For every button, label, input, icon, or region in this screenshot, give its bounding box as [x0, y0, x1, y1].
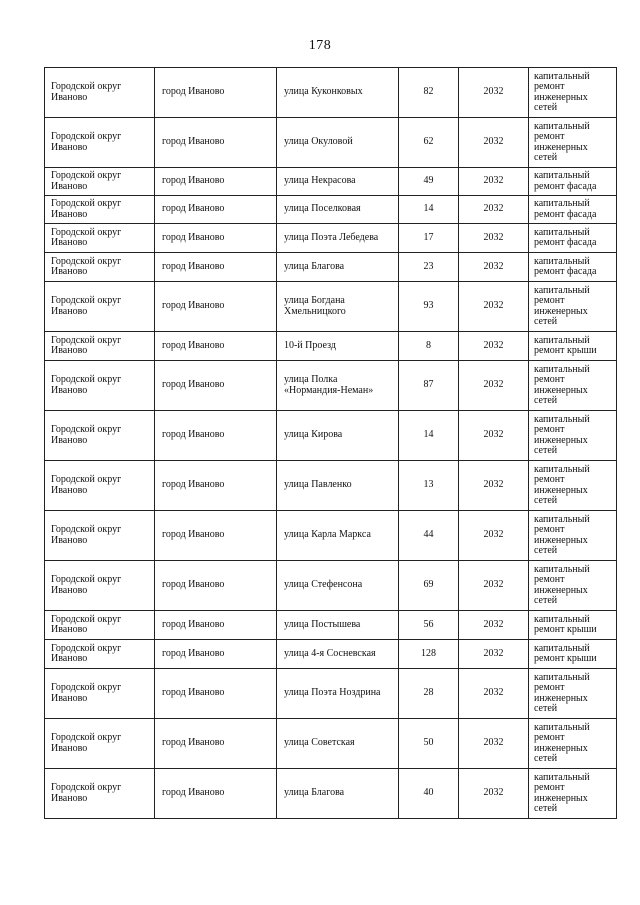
work-type-cell: капитальный ремонт фасада: [529, 224, 617, 253]
year-cell: 2032: [459, 68, 529, 118]
work-type-cell: капитальный ремонт инженерных сетей: [529, 561, 617, 611]
table-row: [45, 411, 617, 461]
street-cell: улица Некрасова: [277, 168, 399, 196]
year-cell: 2032: [459, 461, 529, 511]
district-cell: Городской округ Иваново: [45, 68, 155, 118]
year-cell: 2032: [459, 196, 529, 224]
street-cell: улица Окуловой: [277, 118, 399, 168]
house-number-cell: 8: [399, 332, 459, 361]
house-number-cell: 23: [399, 253, 459, 282]
house-number-cell: 40: [399, 769, 459, 819]
city-cell: город Иваново: [155, 611, 277, 640]
table-row: [45, 611, 617, 640]
house-number-cell: 56: [399, 611, 459, 640]
street-cell: улица Постышева: [277, 611, 399, 640]
district-cell: Городской округ Иваново: [45, 196, 155, 224]
district-cell: Городской округ Иваново: [45, 719, 155, 769]
district-cell: Городской округ Иваново: [45, 332, 155, 361]
year-cell: 2032: [459, 411, 529, 461]
city-cell: город Иваново: [155, 224, 277, 253]
district-cell: Городской округ Иваново: [45, 253, 155, 282]
year-cell: 2032: [459, 611, 529, 640]
city-cell: город Иваново: [155, 168, 277, 196]
street-cell: улица Куконковых: [277, 68, 399, 118]
city-cell: город Иваново: [155, 118, 277, 168]
work-type-cell: капитальный ремонт фасада: [529, 253, 617, 282]
house-number-cell: 49: [399, 168, 459, 196]
district-cell: Городской округ Иваново: [45, 118, 155, 168]
page-number: 178: [308, 38, 332, 53]
city-cell: город Иваново: [155, 669, 277, 719]
work-type-cell: капитальный ремонт крыши: [529, 332, 617, 361]
work-type-cell: капитальный ремонт инженерных сетей: [529, 461, 617, 511]
street-cell: улица Кирова: [277, 411, 399, 461]
year-cell: 2032: [459, 561, 529, 611]
repair-schedule-table: [44, 67, 617, 819]
work-type-cell: капитальный ремонт инженерных сетей: [529, 68, 617, 118]
district-cell: Городской округ Иваново: [45, 282, 155, 332]
district-cell: Городской округ Иваново: [45, 168, 155, 196]
district-cell: Городской округ Иваново: [45, 511, 155, 561]
house-number-cell: 93: [399, 282, 459, 332]
city-cell: город Иваново: [155, 769, 277, 819]
street-cell: улица Советская: [277, 719, 399, 769]
table-row: [45, 224, 617, 253]
street-cell: улица Поселковая: [277, 196, 399, 224]
work-type-cell: капитальный ремонт инженерных сетей: [529, 511, 617, 561]
table-row: [45, 332, 617, 361]
district-cell: Городской округ Иваново: [45, 461, 155, 511]
table-row: [45, 461, 617, 511]
house-number-cell: 128: [399, 640, 459, 669]
work-type-cell: капитальный ремонт инженерных сетей: [529, 411, 617, 461]
city-cell: город Иваново: [155, 719, 277, 769]
city-cell: город Иваново: [155, 640, 277, 669]
district-cell: Городской округ Иваново: [45, 611, 155, 640]
work-type-cell: капитальный ремонт фасада: [529, 168, 617, 196]
year-cell: 2032: [459, 224, 529, 253]
city-cell: город Иваново: [155, 461, 277, 511]
work-type-cell: капитальный ремонт крыши: [529, 640, 617, 669]
year-cell: 2032: [459, 282, 529, 332]
table-row: [45, 118, 617, 168]
city-cell: город Иваново: [155, 253, 277, 282]
street-cell: улица Стефенсона: [277, 561, 399, 611]
year-cell: 2032: [459, 669, 529, 719]
district-cell: Городской округ Иваново: [45, 361, 155, 411]
table-row: [45, 253, 617, 282]
table-row: [45, 719, 617, 769]
table-row: [45, 196, 617, 224]
city-cell: город Иваново: [155, 561, 277, 611]
year-cell: 2032: [459, 118, 529, 168]
street-cell: улица Павленко: [277, 461, 399, 511]
house-number-cell: 82: [399, 68, 459, 118]
district-cell: Городской округ Иваново: [45, 640, 155, 669]
house-number-cell: 14: [399, 196, 459, 224]
house-number-cell: 28: [399, 669, 459, 719]
house-number-cell: 69: [399, 561, 459, 611]
house-number-cell: 87: [399, 361, 459, 411]
city-cell: город Иваново: [155, 282, 277, 332]
street-cell: улица Благова: [277, 253, 399, 282]
year-cell: 2032: [459, 640, 529, 669]
table-row: [45, 511, 617, 561]
house-number-cell: 62: [399, 118, 459, 168]
house-number-cell: 13: [399, 461, 459, 511]
table-row: [45, 68, 617, 118]
work-type-cell: капитальный ремонт инженерных сетей: [529, 669, 617, 719]
district-cell: Городской округ Иваново: [45, 561, 155, 611]
district-cell: Городской округ Иваново: [45, 224, 155, 253]
work-type-cell: капитальный ремонт инженерных сетей: [529, 282, 617, 332]
house-number-cell: 50: [399, 719, 459, 769]
work-type-cell: капитальный ремонт инженерных сетей: [529, 361, 617, 411]
work-type-cell: капитальный ремонт инженерных сетей: [529, 769, 617, 819]
city-cell: город Иваново: [155, 361, 277, 411]
street-cell: улица Богдана Хмельницкого: [277, 282, 399, 332]
city-cell: город Иваново: [155, 332, 277, 361]
city-cell: город Иваново: [155, 196, 277, 224]
year-cell: 2032: [459, 253, 529, 282]
table-row: [45, 168, 617, 196]
street-cell: улица Поэта Ноздрина: [277, 669, 399, 719]
district-cell: Городской округ Иваново: [45, 669, 155, 719]
street-cell: улица 4-я Сосневская: [277, 640, 399, 669]
work-type-cell: капитальный ремонт инженерных сетей: [529, 719, 617, 769]
street-cell: улица Карла Маркса: [277, 511, 399, 561]
work-type-cell: капитальный ремонт фасада: [529, 196, 617, 224]
house-number-cell: 44: [399, 511, 459, 561]
street-cell: улица Полка «Нормандия-Неман»: [277, 361, 399, 411]
street-cell: улица Благова: [277, 769, 399, 819]
year-cell: 2032: [459, 719, 529, 769]
district-cell: Городской округ Иваново: [45, 411, 155, 461]
table-row: [45, 561, 617, 611]
table-row: [45, 769, 617, 819]
city-cell: город Иваново: [155, 411, 277, 461]
table-row: [45, 361, 617, 411]
city-cell: город Иваново: [155, 511, 277, 561]
table-row: [45, 282, 617, 332]
district-cell: Городской округ Иваново: [45, 769, 155, 819]
year-cell: 2032: [459, 769, 529, 819]
city-cell: город Иваново: [155, 68, 277, 118]
work-type-cell: капитальный ремонт крыши: [529, 611, 617, 640]
year-cell: 2032: [459, 168, 529, 196]
table-row: [45, 669, 617, 719]
year-cell: 2032: [459, 511, 529, 561]
house-number-cell: 17: [399, 224, 459, 253]
house-number-cell: 14: [399, 411, 459, 461]
work-type-cell: капитальный ремонт инженерных сетей: [529, 118, 617, 168]
year-cell: 2032: [459, 361, 529, 411]
year-cell: 2032: [459, 332, 529, 361]
street-cell: улица Поэта Лебедева: [277, 224, 399, 253]
street-cell: 10-й Проезд: [277, 332, 399, 361]
table-row: [45, 640, 617, 669]
